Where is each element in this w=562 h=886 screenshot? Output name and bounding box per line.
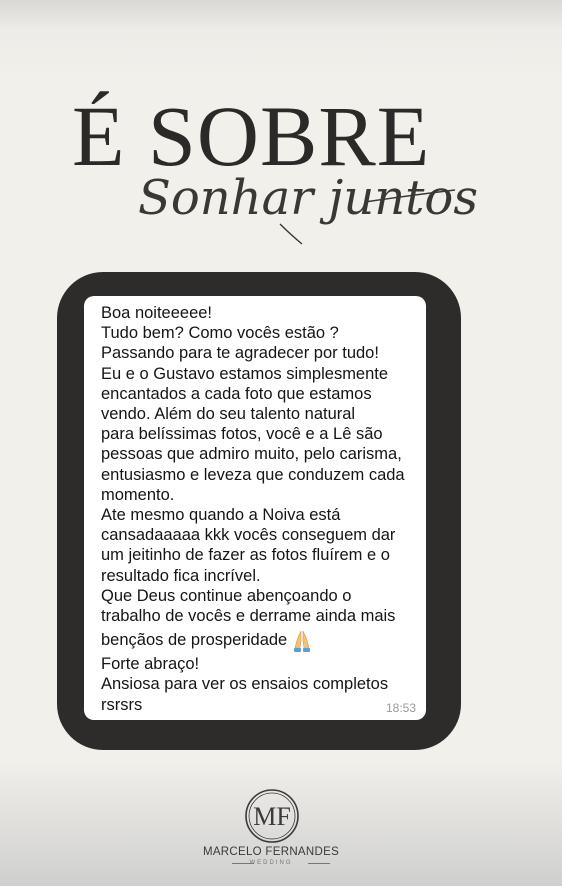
message-line: resultado fica incrível. [101,566,261,585]
message-timestamp: 18:53 [386,701,417,715]
message-line: encantados a cada foto que estamos [101,384,372,403]
monogram-logo [244,788,300,844]
message-line-with-emoji [101,626,423,654]
brand-divider-right [308,863,330,864]
message-line: momento. [101,485,175,504]
message-line: Boa noiteeeee! [101,304,213,322]
message-line: cansadaaaaa kkk vocês conseguem dar [101,526,396,545]
page-title: É SOBRE [72,88,431,184]
message-line: Ate mesmo quando a Noiva está [101,506,341,525]
message-line: Que Deus continue abençoando o [101,586,352,605]
message-line: Passando para te agradecer por tudo! [101,344,379,363]
message-line: entusiasmo e leveza que conduzem cada [101,465,405,484]
message-line: vendo. Além do seu talento natural [101,405,356,424]
message-line: um jeitinho de fazer as fotos fluírem e o [101,546,390,565]
script-tagline [130,162,490,252]
monogram-text: MF [253,802,291,831]
message-line: Eu e o Gustavo estamos simplesmente [101,364,389,383]
message-line: pessoas que admiro muito, pelo carisma, [101,445,402,464]
message-line: para belíssimas fotos, você e a Lê são [101,425,383,444]
script-tagline-text: Sonhar juntos [138,170,478,226]
brand-name: MARCELO FERNANDES [202,846,340,858]
message-line: bençãos de prosperidade [101,631,288,650]
message-text [101,303,423,715]
folded-hands-icon [291,629,313,653]
brand-subtitle: WEDDING [249,860,293,866]
message-line: trabalho de vocês e derrame ainda mais [101,607,396,626]
message-line: Forte abraço! [101,655,200,674]
message-line: Ansiosa para ver os ensaios completos [101,675,389,694]
message-line: rsrsrs [101,695,143,714]
message-line: Tudo bem? Como vocês estão ? [101,324,339,343]
